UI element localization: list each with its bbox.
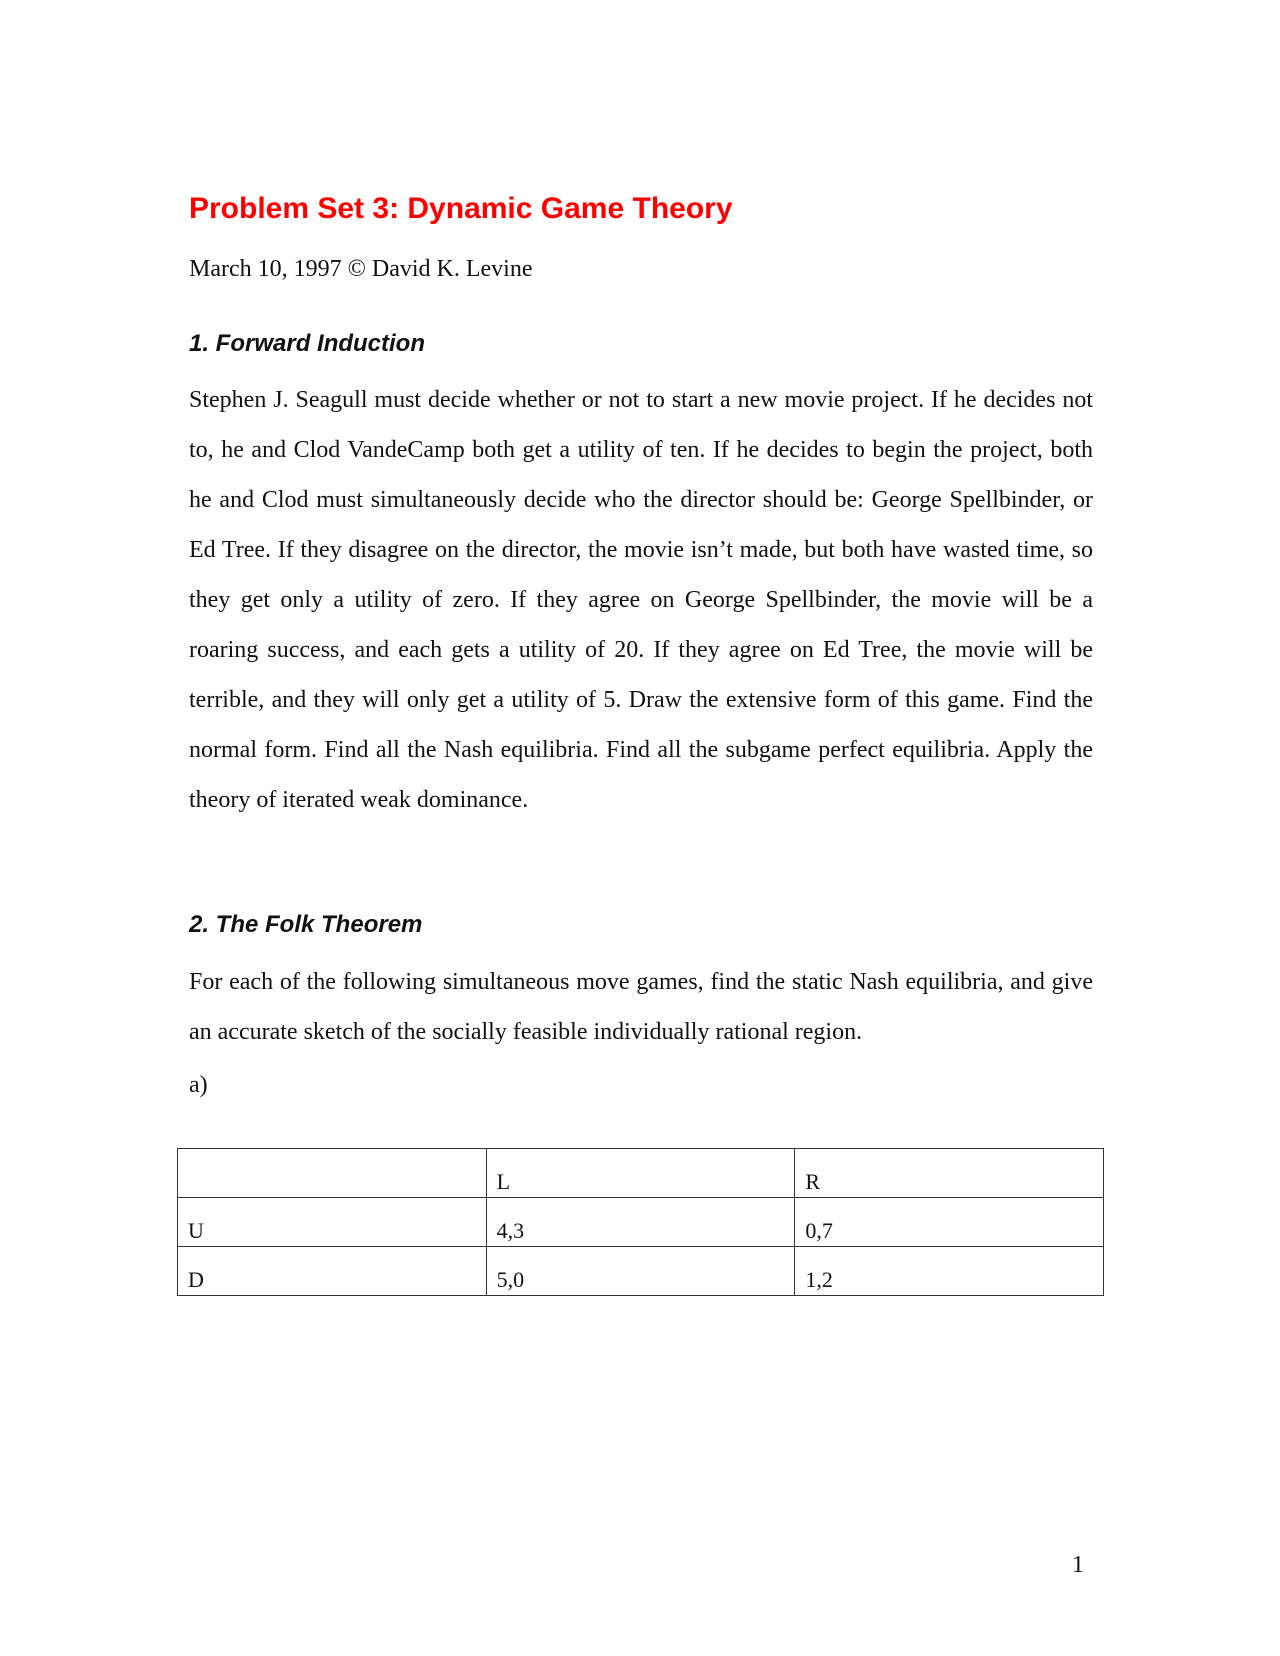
- page-title: Problem Set 3: Dynamic Game Theory: [189, 192, 733, 225]
- table-cell-corner: [178, 1149, 487, 1198]
- payoff-u-l: 4,3: [486, 1198, 795, 1247]
- payoff-d-r: 1,2: [795, 1247, 1104, 1296]
- row-label-d: D: [178, 1247, 487, 1296]
- table-header-l: L: [486, 1149, 795, 1198]
- table-header-r: R: [795, 1149, 1104, 1198]
- payoff-u-r: 0,7: [795, 1198, 1104, 1247]
- table-row: [178, 1198, 1104, 1247]
- section-heading-forward-induction: 1. Forward Induction: [189, 330, 426, 357]
- byline: March 10, 1997 © David K. Levine: [189, 256, 533, 282]
- section-heading-folk-theorem: 2. The Folk Theorem: [189, 911, 423, 938]
- row-label-u: U: [178, 1198, 487, 1247]
- folk-theorem-paragraph: For each of the following simultaneous move games, find the static Nash equilibria, and give an accurate sketch of the socially feasible individually rational region.: [189, 969, 1093, 1045]
- page-number: 1: [1072, 1552, 1084, 1578]
- part-a-label: a): [189, 1072, 208, 1098]
- table-header-row: [178, 1149, 1104, 1198]
- payoff-table: [177, 1148, 1104, 1296]
- table-row: [178, 1247, 1104, 1296]
- forward-induction-paragraph: Stephen J. Seagull must decide whether or not to start a new movie project. If he decides not to, he and Clod VandeCamp both get a utility of ten. If he decides to begin the project, both he and Clod must simultaneously decide who the director should be: George Spellbinder, or Ed Tree. If they disagree on the director, the movie isn’t made, but both have wasted time, so they get only a utility of zero. If they agree on George Spellbinder, the movie will be a roaring success, and each gets a utility of 20. If they agree on Ed Tree, the movie will be terrible, and they will only get a utility of 5. Draw the extensive form of this game. Find the normal form. Find all the Nash equilibria. Find all the subgame perfect equilibria. Apply the theory of iterated weak dominance.: [189, 387, 1093, 813]
- payoff-d-l: 5,0: [486, 1247, 795, 1296]
